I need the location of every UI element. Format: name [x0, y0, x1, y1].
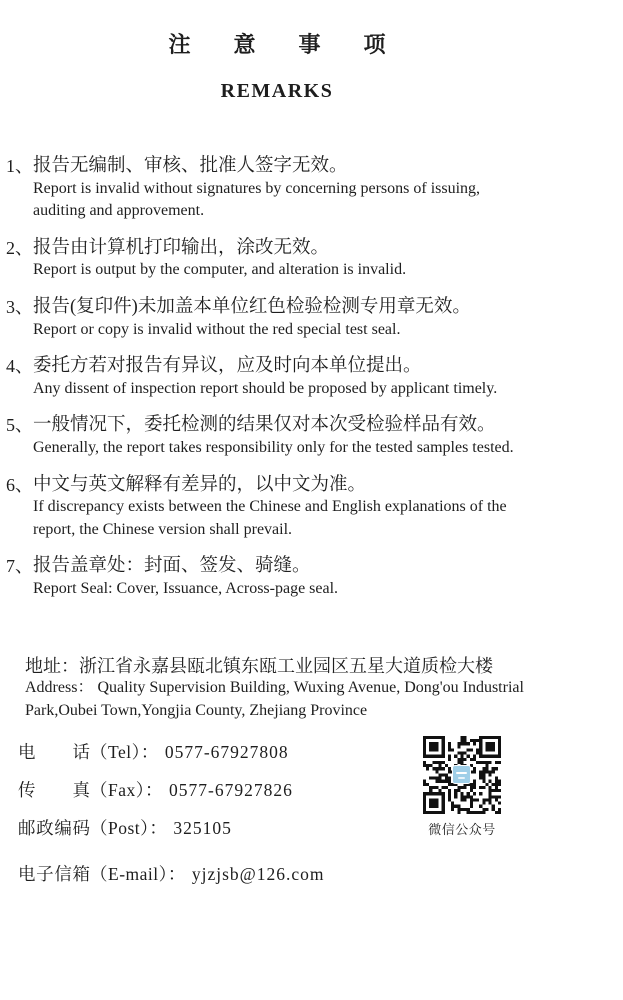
note-number: 5、	[6, 415, 33, 436]
address-line-zh: 地址：浙江省永嘉县瓯北镇东瓯工业园区五星大道质检大楼	[25, 655, 493, 676]
note-item-5	[6, 414, 623, 459]
address-block	[25, 655, 623, 723]
note-text-en-line: auditing and approvement.	[33, 202, 205, 220]
contact-row-email	[18, 863, 623, 885]
contact-row-post	[18, 817, 623, 839]
note-number: 3、	[6, 296, 33, 317]
note-number: 2、	[6, 237, 33, 258]
note-body	[33, 155, 623, 223]
note-text-zh: 中文与英文解释有差异的，以中文为准。	[33, 474, 367, 495]
contact-label-en: （Post）：	[90, 818, 168, 839]
contact-list	[18, 741, 623, 885]
page-title-zh: 注意事项	[168, 32, 429, 57]
contact-label-zh: 电子信箱	[18, 864, 90, 885]
contact-label-zh: 邮政编码	[18, 818, 90, 839]
page-title-en: REMARKS	[220, 80, 334, 102]
page-header	[0, 0, 554, 103]
wechat-qr-block	[423, 736, 501, 838]
note-text-en-line: Report Seal: Cover, Issuance, Across-page seal.	[33, 579, 339, 597]
note-item-4	[6, 355, 623, 400]
note-body	[33, 414, 623, 459]
note-text-zh: 报告由计算机打印输出，涂改无效。	[33, 237, 330, 258]
contact-value-post: 325105	[173, 818, 232, 839]
note-text-en-line: If discrepancy exists between the Chinese and English explanations of the	[33, 498, 507, 516]
note-item-6	[6, 474, 623, 542]
note-item-2	[6, 237, 623, 282]
contact-label-zh: 传真	[18, 780, 90, 801]
contact-label-en: （E-mail）：	[90, 864, 186, 885]
note-item-7	[6, 555, 623, 600]
note-number: 1、	[6, 156, 33, 176]
note-item-1	[6, 155, 623, 223]
note-number: 4、	[6, 356, 33, 377]
note-text-en-line: Any dissent of inspection report should be proposed by applicant timely.	[33, 379, 498, 397]
contact-value-tel: 0577-67927808	[164, 742, 289, 763]
note-text-zh: 一般情况下，委托检测的结果仅对本次受检验样品有效。	[33, 415, 496, 436]
contact-label-en: （Fax）：	[90, 780, 163, 801]
contact-value-email: yjzjsb@126.com	[191, 864, 325, 885]
note-body	[33, 355, 623, 400]
note-body	[33, 237, 623, 282]
contact-label-zh: 电话	[18, 742, 90, 763]
note-text-en-line: Report or copy is invalid without the red special test seal.	[33, 320, 401, 338]
note-number: 6、	[6, 474, 33, 495]
note-text-en-line: Generally, the report takes responsibility only for the tested samples tested.	[33, 438, 514, 456]
qr-center-logo	[452, 765, 471, 784]
wechat-caption: 微信公众号	[428, 822, 496, 837]
note-body	[33, 474, 623, 542]
contact-row-tel	[18, 741, 623, 763]
note-text-zh: 报告盖章处：封面、签发、骑缝。	[33, 556, 311, 577]
address-line-en: Park,Oubei Town,Yongjia County, Zhejiang Province	[25, 701, 368, 719]
note-body	[33, 296, 623, 341]
note-item-3	[6, 296, 623, 341]
note-text-zh: 报告(复印件)未加盖本单位红色检验检测专用章无效。	[33, 296, 471, 317]
note-number: 7、	[6, 556, 33, 577]
contact-value-fax: 0577-67927826	[169, 780, 293, 801]
note-text-en-line: Report is invalid without signatures by concerning persons of issuing,	[33, 179, 481, 197]
note-text-en-line: Report is output by the computer, and alteration is invalid.	[33, 261, 407, 279]
address-line-en: Address： Quality Supervision Building, Wuxing Avenue, Dong'ou Industrial	[25, 679, 524, 697]
notes-list	[6, 155, 623, 601]
note-text-zh: 委托方若对报告有异议，应及时向本单位提出。	[33, 356, 422, 377]
note-body	[33, 555, 623, 600]
note-text-en-line: report, the Chinese version shall prevail.	[33, 520, 293, 538]
note-text-zh: 报告无编制、审核、批准人签字无效。	[33, 156, 348, 176]
contact-label-en: （Tel）：	[90, 742, 159, 763]
contact-row-fax	[18, 779, 623, 801]
